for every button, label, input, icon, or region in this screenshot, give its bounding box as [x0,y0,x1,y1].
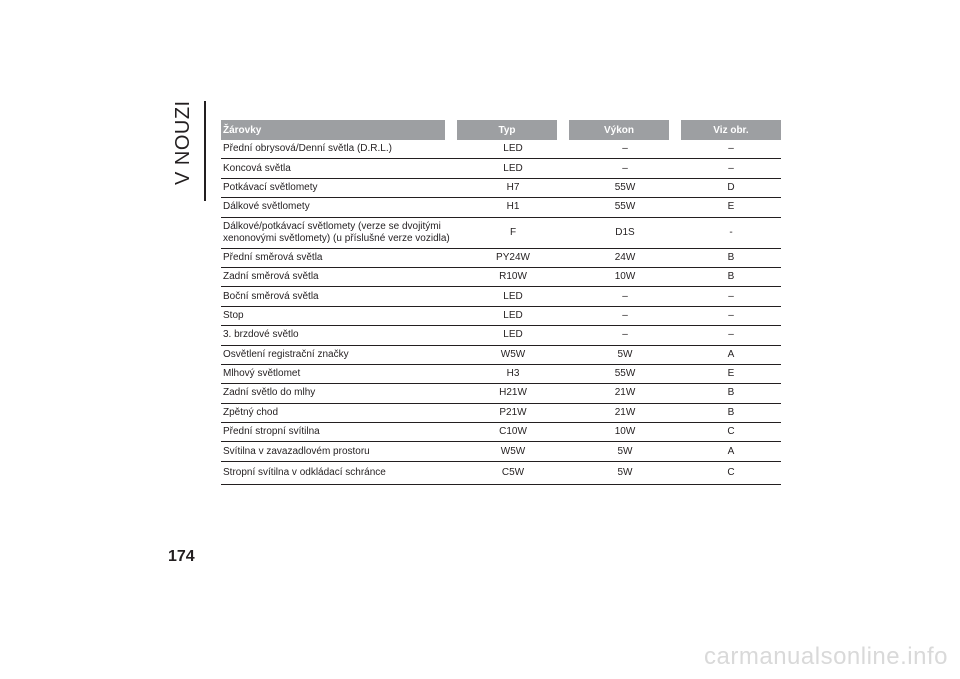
bulb-figure-ref: D [681,179,781,198]
bulb-type: LED [457,307,569,326]
bulb-type: P21W [457,404,569,423]
bulb-figure-ref: E [681,198,781,217]
bulb-figure-ref: – [681,140,781,159]
bulb-figure-ref: A [681,346,781,365]
bulb-figure-ref: – [681,287,781,306]
bulb-figure-ref: B [681,384,781,403]
table-row [221,326,781,345]
bulb-power: – [569,326,681,345]
table-row [221,218,781,249]
bulb-name: Zpětný chod [221,404,457,423]
bulb-type: W5W [457,442,569,461]
table-row [221,198,781,217]
table-row [221,404,781,423]
bulb-figure-ref: B [681,268,781,287]
bulb-table [221,120,781,485]
bulb-name-line-1: Dálkové/potkávací světlomety (verze se dvojitými [223,220,441,232]
bulb-name: Svítilna v zavazadlovém prostoru [221,442,457,461]
bulb-type: H3 [457,365,569,384]
bulb-figure-ref: – [681,159,781,178]
bulb-power: 5W [569,346,681,365]
bulb-type: PY24W [457,249,569,268]
header-bulbs: Žárovky [221,120,457,140]
bulb-figure-ref: – [681,326,781,345]
bulb-name: Přední stropní svítilna [221,423,457,442]
bulb-name: Boční směrová světla [221,287,457,306]
bulb-name: Stropní svítilna v odkládací schránce [221,462,457,485]
bulb-power: 21W [569,404,681,423]
bulb-figure-ref: C [681,423,781,442]
bulb-figure-ref: A [681,442,781,461]
bulb-figure-ref: B [681,249,781,268]
bulb-power: 55W [569,179,681,198]
bulb-type: LED [457,159,569,178]
bulb-type: F [457,218,569,249]
bulb-name: Přední směrová světla [221,249,457,268]
bulb-figure-ref: – [681,307,781,326]
table-row [221,442,781,461]
bulb-type: C10W [457,423,569,442]
header-power: Výkon [569,120,681,140]
bulb-power: 10W [569,268,681,287]
watermark: carmanualsonline.info [704,643,948,670]
bulb-power: 21W [569,384,681,403]
bulb-power: 10W [569,423,681,442]
bulb-type: H21W [457,384,569,403]
table-row [221,462,781,485]
bulb-name: 3. brzdové světlo [221,326,457,345]
table-row [221,384,781,403]
bulb-type: R10W [457,268,569,287]
table-row [221,159,781,178]
bulb-name: Stop [221,307,457,326]
bulb-power: 5W [569,442,681,461]
bulb-type: H7 [457,179,569,198]
bulb-figure-ref: C [681,462,781,485]
bulb-type: LED [457,140,569,159]
bulb-name: Koncová světla [221,159,457,178]
table-row [221,179,781,198]
bulb-name [221,218,457,249]
bulb-power: – [569,159,681,178]
table-row [221,307,781,326]
bulb-type: LED [457,326,569,345]
bulb-type: C5W [457,462,569,485]
bulb-power: 55W [569,198,681,217]
bulb-figure-ref: B [681,404,781,423]
table-row [221,287,781,306]
bulb-name: Zadní světlo do mlhy [221,384,457,403]
bulb-name: Zadní směrová světla [221,268,457,287]
bulb-name-line-2: xenonovými světlomety) (u příslušné verze vozidla) [223,232,450,244]
bulb-name: Potkávací světlomety [221,179,457,198]
table-row [221,346,781,365]
bulb-power: – [569,140,681,159]
table-row [221,249,781,268]
table-row [221,423,781,442]
table-row [221,365,781,384]
bulb-type: LED [457,287,569,306]
bulb-power: – [569,307,681,326]
page-number: 174 [168,548,195,565]
section-divider [204,101,206,201]
bulb-name: Dálkové světlomety [221,198,457,217]
bulb-type: W5W [457,346,569,365]
bulb-power: 24W [569,249,681,268]
bulb-name: Přední obrysová/Denní světla (D.R.L.) [221,140,457,159]
bulb-name: Osvětlení registrační značky [221,346,457,365]
bulb-power: 5W [569,462,681,485]
table-row [221,140,781,159]
table-header-row [221,120,781,140]
bulb-figure-ref: E [681,365,781,384]
bulb-power: – [569,287,681,306]
bulb-type: H1 [457,198,569,217]
header-figure-ref: Viz obr. [681,120,781,140]
bulb-power: D1S [569,218,681,249]
bulb-figure-ref: - [681,218,781,249]
section-title: V NOUZI [172,100,194,185]
bulb-power: 55W [569,365,681,384]
header-type: Typ [457,120,569,140]
bulb-name: Mlhový světlomet [221,365,457,384]
table-row [221,268,781,287]
